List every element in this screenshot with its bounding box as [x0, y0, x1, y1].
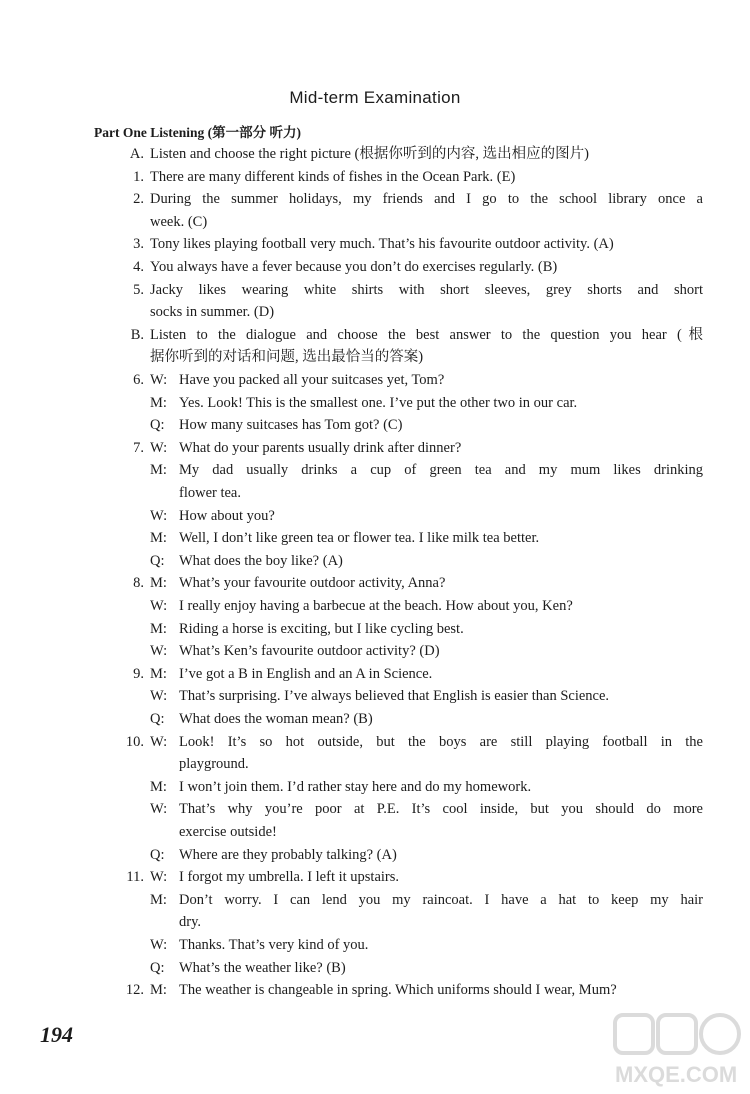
text-line: Thanks. That’s very kind of you.	[179, 937, 369, 953]
text-line: Yes. Look! This is the smallest one. I’ve put the other two in our car.	[179, 394, 578, 411]
speaker-label: Q:	[150, 417, 165, 434]
item-number: 2.	[133, 191, 144, 208]
speaker-label: W:	[150, 937, 168, 953]
item-number: 1.	[133, 168, 144, 185]
watermark-text: MXQE.COM	[615, 1062, 738, 1087]
item-number: 12.	[125, 982, 144, 999]
text-line: I forgot my umbrella. I left it upstairs.	[179, 869, 400, 886]
text-line: That’s why you’re poor at P.E. It’s cool inside, but you should do more	[179, 801, 703, 818]
speaker-label: M:	[150, 778, 167, 795]
text-line: Well, I don’t like green tea or flower tea. I like milk tea better.	[179, 530, 540, 547]
speaker-label: M:	[150, 462, 167, 479]
text-line: You always have a fever because you don’t do exercises regularly. (B)	[150, 259, 558, 275]
speaker-label: M:	[150, 891, 167, 908]
item-number: 4.	[133, 259, 144, 275]
text-line: Look! It’s so hot outside, but the boys are still playing football in the	[179, 733, 703, 750]
text-line: How about you?	[179, 507, 275, 524]
text-line: There are many different kinds of fishes in the Ocean Park. (E)	[150, 168, 516, 185]
speaker-label: M:	[150, 575, 167, 592]
speaker-label: W:	[150, 869, 168, 886]
text-line: I’ve got a B in English and an A in Science.	[179, 665, 433, 682]
item-number: 3.	[133, 236, 144, 253]
speaker-label: W:	[150, 372, 168, 388]
text-line: I won’t join them. I’d rather stay here and do my homework.	[179, 778, 532, 795]
speaker-label: Q:	[150, 959, 165, 976]
text-line: Jacky likes wearing white shirts with short sleeves, grey shorts and short	[150, 281, 703, 298]
speaker-label: W:	[150, 507, 168, 524]
text-line: What’s the weather like? (B)	[179, 959, 346, 976]
text-line: The weather is changeable in spring. Which uniforms should I wear, Mum?	[179, 982, 617, 999]
speaker-label: M:	[150, 620, 167, 637]
text-line: exercise outside!	[179, 824, 277, 840]
speaker-label: M:	[150, 530, 167, 547]
text-line: What’s your favourite outdoor activity, Anna?	[179, 575, 446, 592]
section-label: A.	[129, 146, 144, 162]
text-line: flower tea.	[179, 485, 241, 501]
text-line: What does the woman mean? (B)	[179, 711, 373, 727]
part-heading: Part One Listening (第一部分 听力)	[94, 125, 301, 140]
item-number: 10.	[125, 733, 144, 750]
text-line: Tony likes playing football very much. That’s his favourite outdoor activity. (A)	[150, 236, 614, 253]
text-line: What does the boy like? (A)	[179, 552, 343, 569]
text-line: socks in summer. (D)	[150, 304, 275, 321]
text-line: Where are they probably talking? (A)	[179, 846, 397, 863]
text-line: dry.	[179, 914, 202, 931]
speaker-label: M:	[150, 394, 167, 411]
speaker-label: W:	[150, 688, 168, 705]
item-number: 7.	[133, 439, 144, 456]
item-number: 8.	[133, 575, 144, 592]
speaker-label: Q:	[150, 711, 165, 727]
text-line: Have you packed all your suitcases yet, Tom?	[179, 372, 445, 388]
section-label: B.	[130, 326, 144, 343]
text-line: Listen and choose the right picture (根据你听到的内容, 选出相应的图片)	[150, 146, 589, 162]
page-number: 194	[40, 1022, 73, 1047]
text-line: During the summer holidays, my friends and I go to the school library once a	[150, 191, 703, 208]
text-line: Don’t worry. I can lend you my raincoat. I have a hat to keep my hair	[179, 891, 703, 908]
item-number: 6.	[133, 372, 144, 388]
item-number: 9.	[133, 665, 144, 682]
speaker-label: Q:	[150, 846, 165, 863]
text-line: My dad usually drinks a cup of green tea and my mum likes drinking	[179, 462, 703, 479]
text-line: week. (C)	[150, 213, 208, 230]
text-line: What’s Ken’s favourite outdoor activity? (D)	[179, 643, 440, 660]
speaker-label: Q:	[150, 552, 165, 569]
speaker-label: M:	[150, 665, 167, 682]
speaker-label: W:	[150, 733, 168, 750]
text-line: How many suitcases has Tom got? (C)	[179, 417, 403, 434]
text-line: Riding a horse is exciting, but I like cycling best.	[179, 620, 464, 637]
text-line: 据你听到的对话和问题, 选出最恰当的答案)	[150, 349, 424, 366]
speaker-label: W:	[150, 439, 168, 456]
text-line: Listen to the dialogue and choose the best answer to the question you hear (根	[150, 326, 703, 343]
item-number: 5.	[133, 281, 144, 298]
speaker-label: W:	[150, 643, 168, 660]
watermark-logo	[610, 1010, 745, 1090]
speaker-label: W:	[150, 598, 168, 614]
speaker-label: W:	[150, 801, 168, 818]
page-title: Mid-term Examination	[289, 88, 461, 107]
text-line: playground.	[179, 756, 249, 773]
text-line: That’s surprising. I’ve always believed that English is easier than Science.	[179, 688, 610, 705]
speaker-label: M:	[150, 982, 167, 999]
item-number: 11.	[126, 869, 144, 886]
text-line: I really enjoy having a barbecue at the beach. How about you, Ken?	[179, 598, 573, 614]
text-line: What do your parents usually drink after dinner?	[179, 439, 462, 456]
